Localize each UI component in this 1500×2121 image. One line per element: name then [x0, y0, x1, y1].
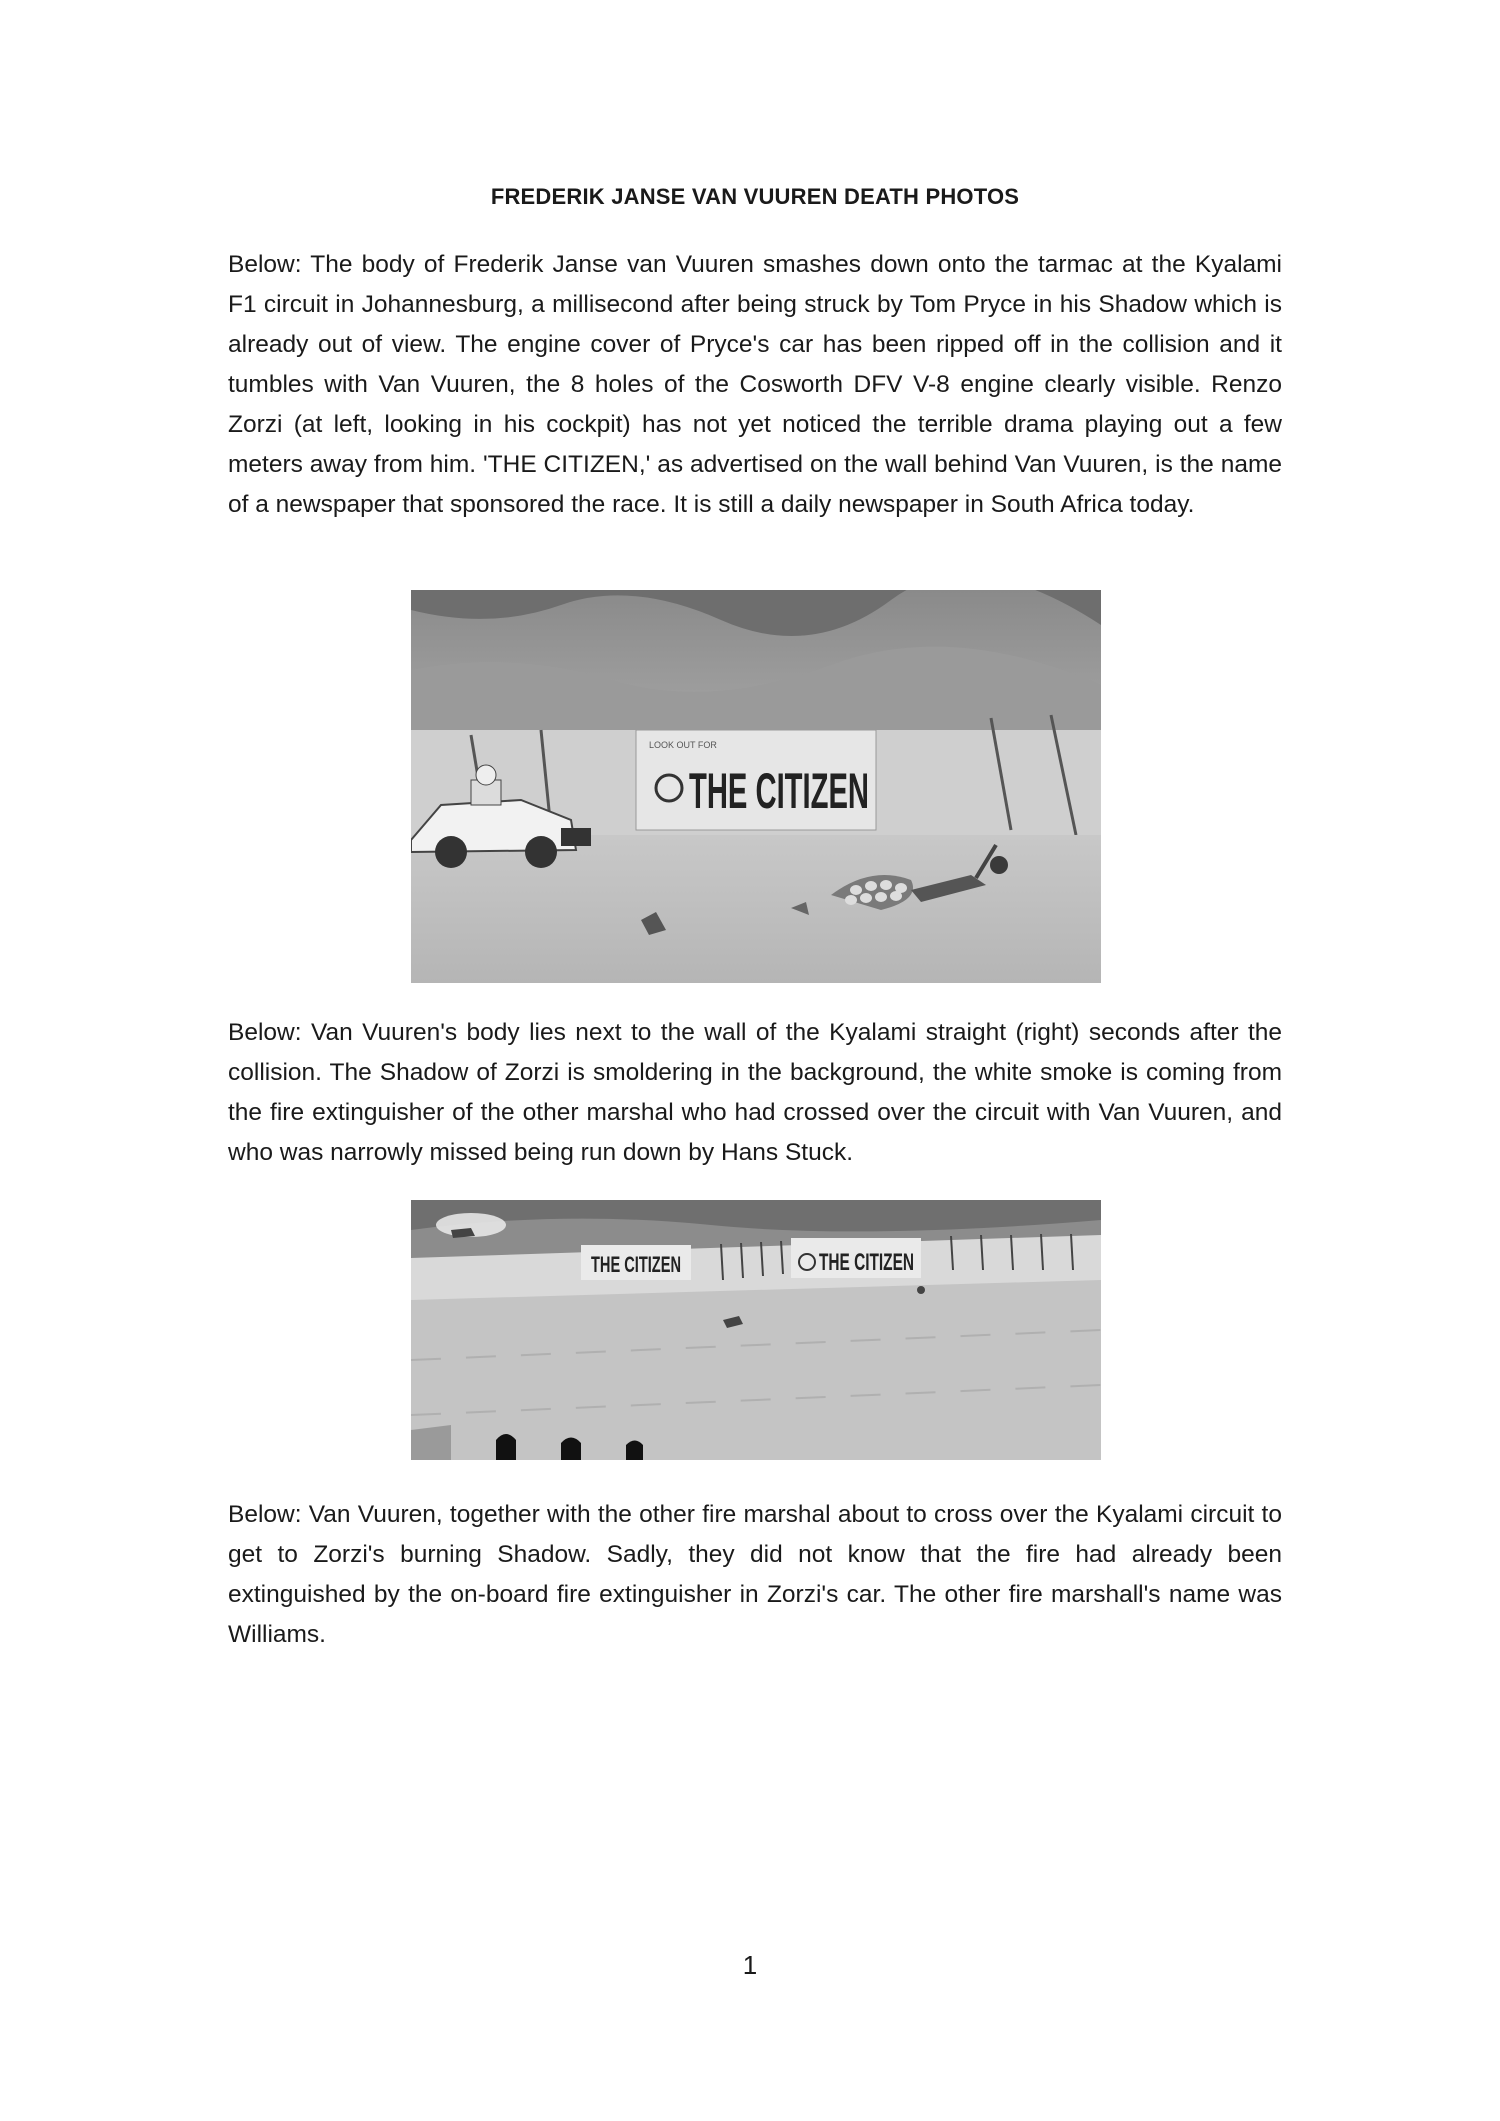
photo-2-sign-right: THE CITIZEN: [819, 1249, 914, 1276]
document-title: FREDERIK JANSE VAN VUUREN DEATH PHOTOS: [490, 184, 1020, 209]
photo-2-sign-left: THE CITIZEN: [591, 1252, 681, 1277]
photo-kyalami-impact-drawing: [411, 590, 1101, 983]
page-number: 1: [742, 1950, 758, 1980]
photo-1-sign: THE CITIZEN: [689, 763, 869, 819]
photo-1-sign-small: LOOK OUT FOR: [649, 740, 717, 750]
paragraph-1: Below: The body of Frederik Janse van Vuuren smashes down onto the tarmac at the Kyalami F1 circuit in Johannesburg, a millisecond after being struck by Tom Pryce in his Shadow which is already out of view. The engine cover of Pryce's car has been ripped off in the collision and it tumbles with Van Vuuren, the 8 holes of the Cosworth DFV V-8 engine clearly visible. Renzo Zorzi (at left, looking in his cockpit) has not yet noticed the terrible drama playing out a few meters away from him. 'THE CITIZEN,' as advertised on the wall behind Van Vuuren, is the name of a newspaper that sponsored the race. It is still a daily newspaper in South Africa today.: [228, 251, 1282, 518]
paragraph-2: Below: Van Vuuren's body lies next to the wall of the Kyalami straight (right) seconds after the collision. The Shadow of Zorzi is smoldering in the background, the white smoke is coming from the fire extinguisher of the other marshal who had crossed over the circuit with Van Vuuren, and who was narrowly missed being run down by Hans Stuck.: [228, 1019, 1282, 1166]
photo-kyalami-straight-drawing: [411, 1200, 1101, 1460]
photo-kyalami-impact: [411, 590, 1101, 983]
photo-kyalami-straight: [411, 1200, 1101, 1460]
paragraph-3: Below: Van Vuuren, together with the other fire marshal about to cross over the Kyalami circuit to get to Zorzi's burning Shadow. Sadly, they did not know that the fire had already been extinguished by the on-board fire extinguisher in Zorzi's car. The other fire marshall's name was Williams.: [228, 1501, 1282, 1648]
